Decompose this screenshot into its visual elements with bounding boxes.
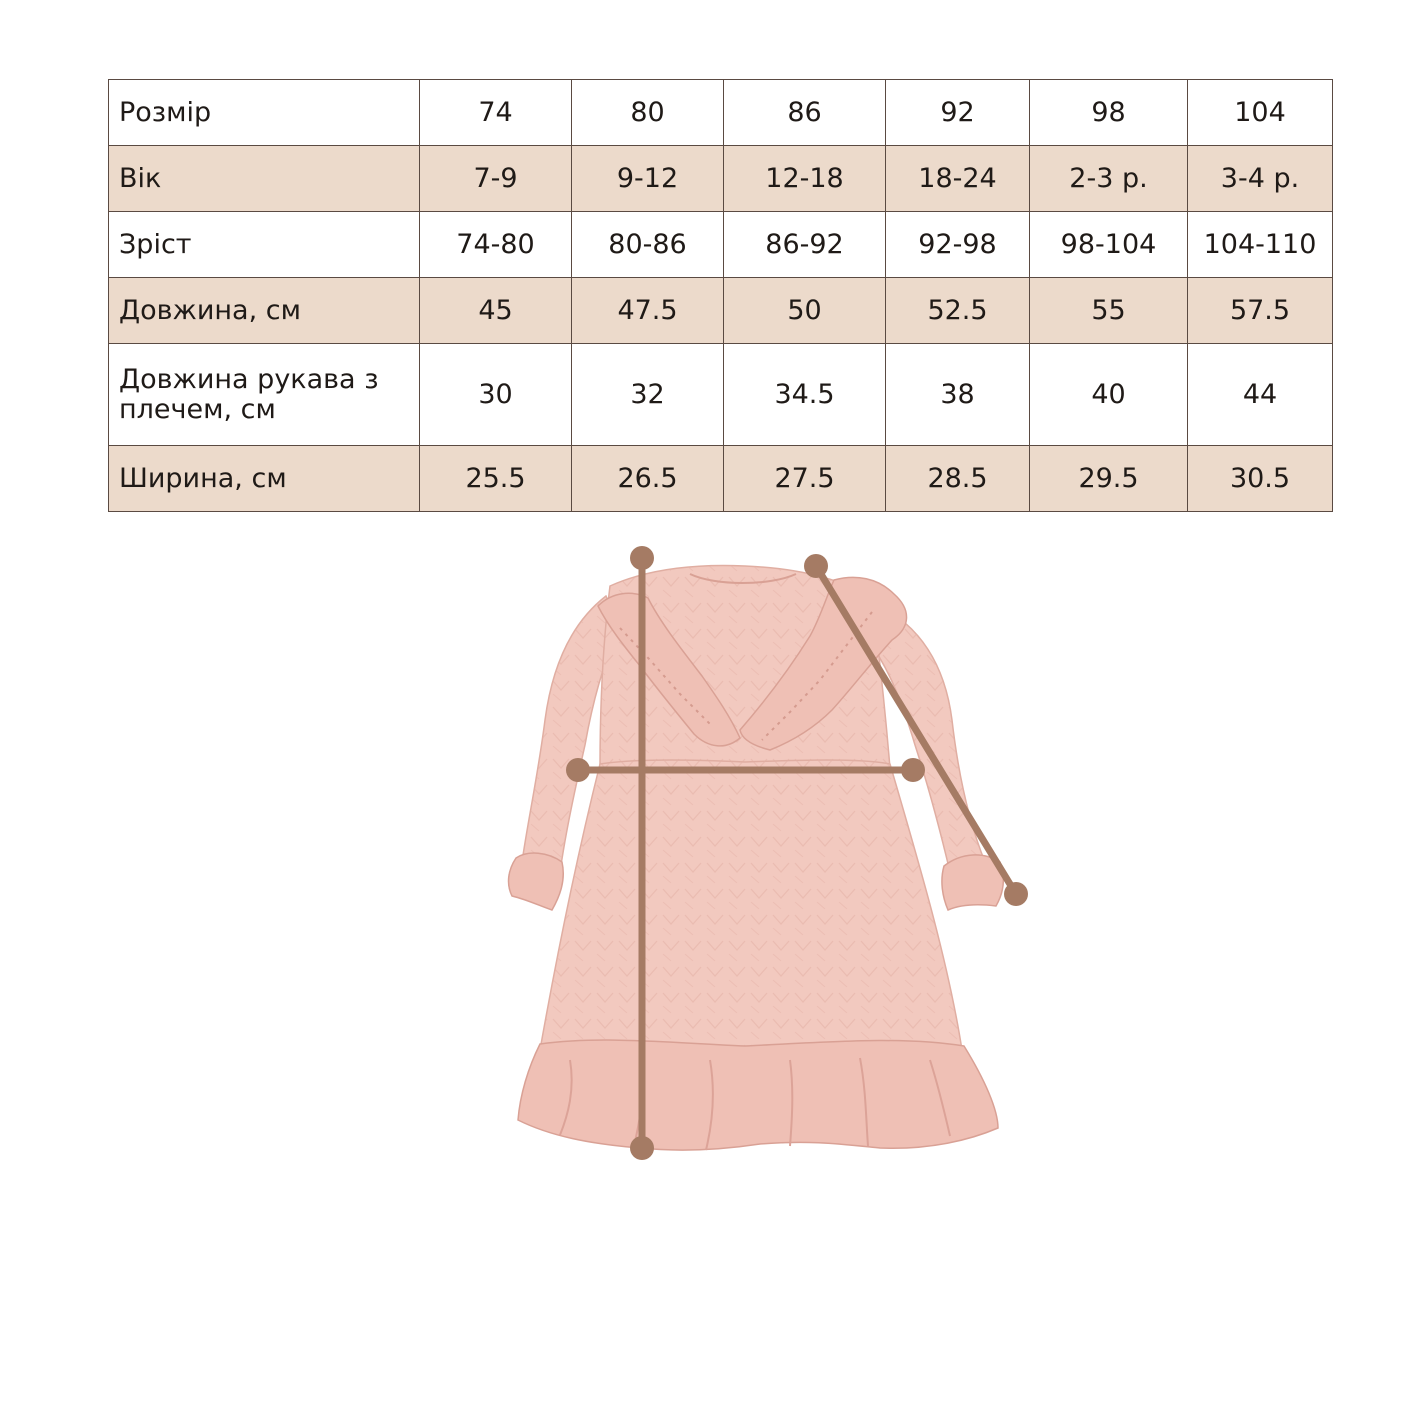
cell-value: 34.5	[724, 344, 886, 446]
row-height	[109, 212, 1333, 278]
cell-value: 92-98	[886, 212, 1030, 278]
measure-point	[901, 758, 925, 782]
cell-value: 7-9	[420, 146, 572, 212]
cell-value: 30.5	[1188, 446, 1333, 512]
cell-value: 104-110	[1188, 212, 1333, 278]
cell-value: 47.5	[572, 278, 724, 344]
cell-value: 57.5	[1188, 278, 1333, 344]
cell-value: 44	[1188, 344, 1333, 446]
row-age	[109, 146, 1333, 212]
cell-value: 80	[572, 80, 724, 146]
row-label: Вік	[109, 146, 420, 212]
cell-value: 18-24	[886, 146, 1030, 212]
cell-value: 80-86	[572, 212, 724, 278]
row-sleeve-length	[109, 344, 1333, 446]
cell-value: 92	[886, 80, 1030, 146]
cell-value: 74	[420, 80, 572, 146]
dress-illustration	[490, 540, 1050, 1180]
cell-value: 52.5	[886, 278, 1030, 344]
size-chart-table	[108, 79, 1333, 512]
cell-value: 86-92	[724, 212, 886, 278]
cell-value: 86	[724, 80, 886, 146]
cell-value: 2-3 р.	[1030, 146, 1188, 212]
cell-value: 104	[1188, 80, 1333, 146]
cell-value: 3-4 р.	[1188, 146, 1333, 212]
measure-point	[804, 554, 828, 578]
cell-value: 9-12	[572, 146, 724, 212]
cell-value: 26.5	[572, 446, 724, 512]
row-label: Розмір	[109, 80, 420, 146]
row-length	[109, 278, 1333, 344]
row-label: Довжина, см	[109, 278, 420, 344]
measure-point	[566, 758, 590, 782]
cell-value: 55	[1030, 278, 1188, 344]
measure-point	[630, 1136, 654, 1160]
cell-value: 28.5	[886, 446, 1030, 512]
row-size	[109, 80, 1333, 146]
row-width	[109, 446, 1333, 512]
cell-value: 38	[886, 344, 1030, 446]
hem-ruffle	[518, 1040, 998, 1150]
cell-value: 50	[724, 278, 886, 344]
cell-value: 98-104	[1030, 212, 1188, 278]
cell-value: 98	[1030, 80, 1188, 146]
row-label: Ширина, см	[109, 446, 420, 512]
skirt	[540, 760, 962, 1050]
cell-value: 30	[420, 344, 572, 446]
measure-point	[630, 546, 654, 570]
row-label: Зріст	[109, 212, 420, 278]
cell-value: 32	[572, 344, 724, 446]
cell-value: 12-18	[724, 146, 886, 212]
cell-value: 40	[1030, 344, 1188, 446]
left-cuff-ruffle	[509, 853, 564, 910]
cell-value: 29.5	[1030, 446, 1188, 512]
cell-value: 45	[420, 278, 572, 344]
row-label: Довжина рукава з плечем, см	[109, 344, 420, 446]
cell-value: 74-80	[420, 212, 572, 278]
cell-value: 27.5	[724, 446, 886, 512]
dress-icon	[509, 566, 1004, 1151]
measure-point	[1004, 882, 1028, 906]
cell-value: 25.5	[420, 446, 572, 512]
